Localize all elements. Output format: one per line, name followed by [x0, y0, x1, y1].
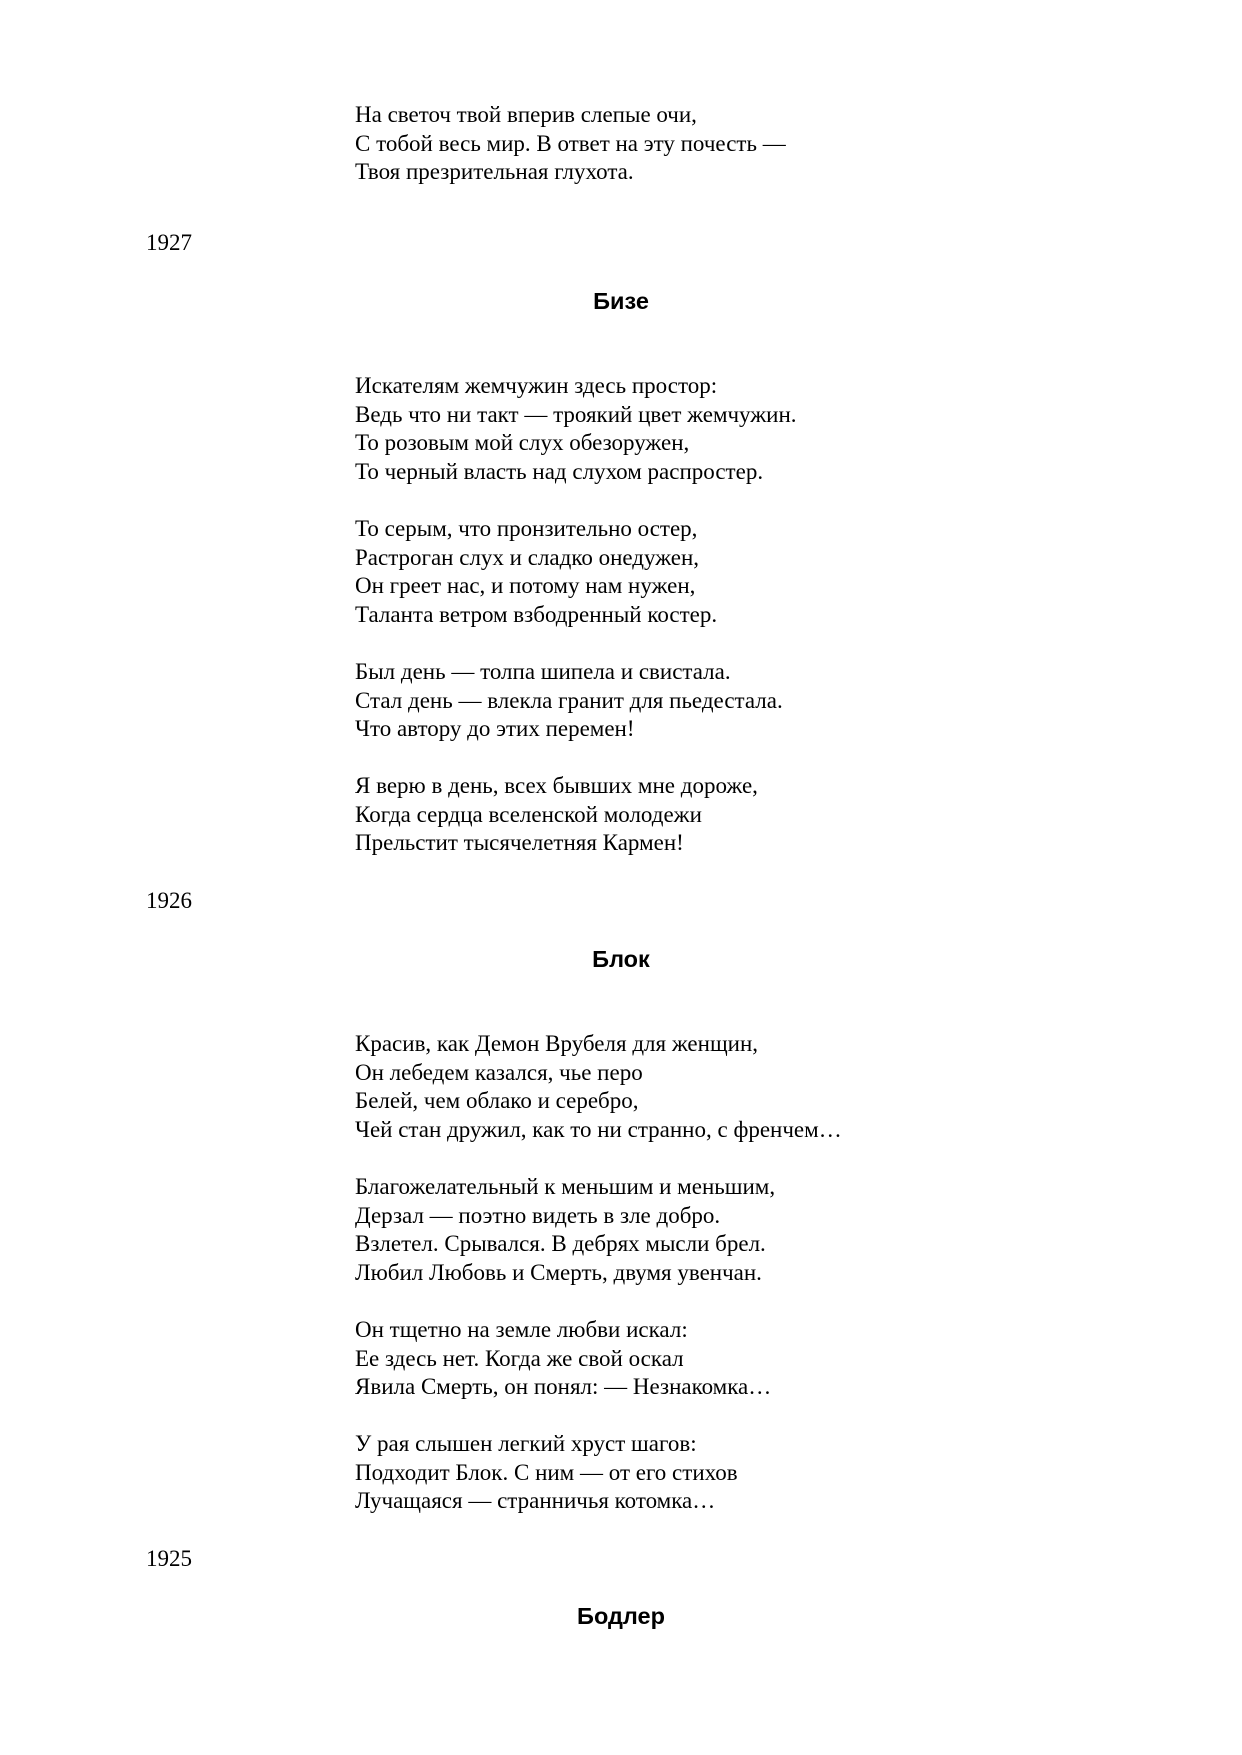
- verse-line: Когда сердца вселенской молодежи: [355, 801, 702, 827]
- poem-stanza: [355, 515, 717, 629]
- verse-line: Явила Смерть, он понял: — Незнакомка…: [355, 1374, 772, 1400]
- verse-line: Он греет нас, и потому нам нужен,: [355, 573, 696, 599]
- verse-line: Искателям жемчужин здесь простор:: [355, 373, 718, 398]
- verse-line: Любил Любовь и Смерть, двумя увенчан.: [355, 1259, 762, 1285]
- poem-year: 1927: [146, 230, 192, 255]
- poem-stanza: [355, 772, 758, 858]
- verse-line: Прельстит тысячелетняя Кармен!: [355, 830, 684, 856]
- verse-line: Красив, как Демон Врубеля для женщин,: [355, 1031, 759, 1056]
- verse-line: То черный власть над слухом распростер.: [355, 458, 764, 484]
- verse-line: Он тщетно на земле любви искал:: [355, 1317, 688, 1342]
- verse-line: Дерзал — поэтно видеть в зле добро.: [355, 1202, 721, 1228]
- verse-line: Растроган слух и сладко онедужен,: [355, 544, 700, 570]
- poem-stanza: [355, 658, 783, 744]
- verse-line: У рая слышен легкий хруст шагов:: [355, 1431, 697, 1456]
- verse-line: Ведь что ни такт — троякий цвет жемчужин.: [355, 401, 797, 427]
- verse-line: Благожелательный к меньшим и меньшим,: [355, 1174, 776, 1199]
- poem-stanza: [355, 372, 797, 486]
- poem-title: Бизе: [593, 288, 649, 314]
- poem-title: Блок: [592, 946, 650, 972]
- verse-line: Белей, чем облако и серебро,: [355, 1088, 639, 1114]
- verse-line: То серым, что пронзительно остер,: [355, 516, 698, 541]
- verse-line: На светоч твой вперив слепые очи,: [355, 102, 697, 127]
- verse-line: То розовым мой слух обезоружен,: [355, 430, 690, 456]
- verse-line: Взлетел. Срывался. В дебрях мысли брел.: [355, 1231, 766, 1257]
- poem-stanza: [355, 1316, 771, 1402]
- verse-line: С тобой весь мир. В ответ на эту почесть —: [355, 130, 786, 156]
- verse-line: Что автору до этих перемен!: [355, 716, 635, 742]
- verse-line: Лучащаяся — странничья котомка…: [355, 1488, 716, 1514]
- poem-year: 1925: [146, 1546, 192, 1571]
- poem-stanza: [355, 1173, 775, 1287]
- poem-stanza: [355, 1430, 738, 1516]
- verse-line: Он лебедем казался, чье перо: [355, 1059, 643, 1085]
- poem-title: Бодлер: [577, 1603, 665, 1629]
- verse-line: Был день — толпа шипела и свистала.: [355, 659, 731, 684]
- poem-fragment-stanza: [355, 101, 786, 187]
- verse-line: Ее здесь нет. Когда же свой оскал: [355, 1345, 684, 1371]
- poem-stanza: [355, 1030, 842, 1144]
- verse-line: Чей стан дружил, как то ни странно, с френчем…: [355, 1116, 842, 1142]
- verse-line: Таланта ветром взбодренный костер.: [355, 601, 718, 627]
- verse-line: Я верю в день, всех бывших мне дороже,: [355, 773, 758, 798]
- poem-year: 1926: [146, 888, 192, 913]
- verse-line: Твоя презрительная глухота.: [355, 159, 634, 185]
- verse-line: Стал день — влекла гранит для пьедестала.: [355, 687, 783, 713]
- verse-line: Подходит Блок. С ним — от его стихов: [355, 1459, 738, 1485]
